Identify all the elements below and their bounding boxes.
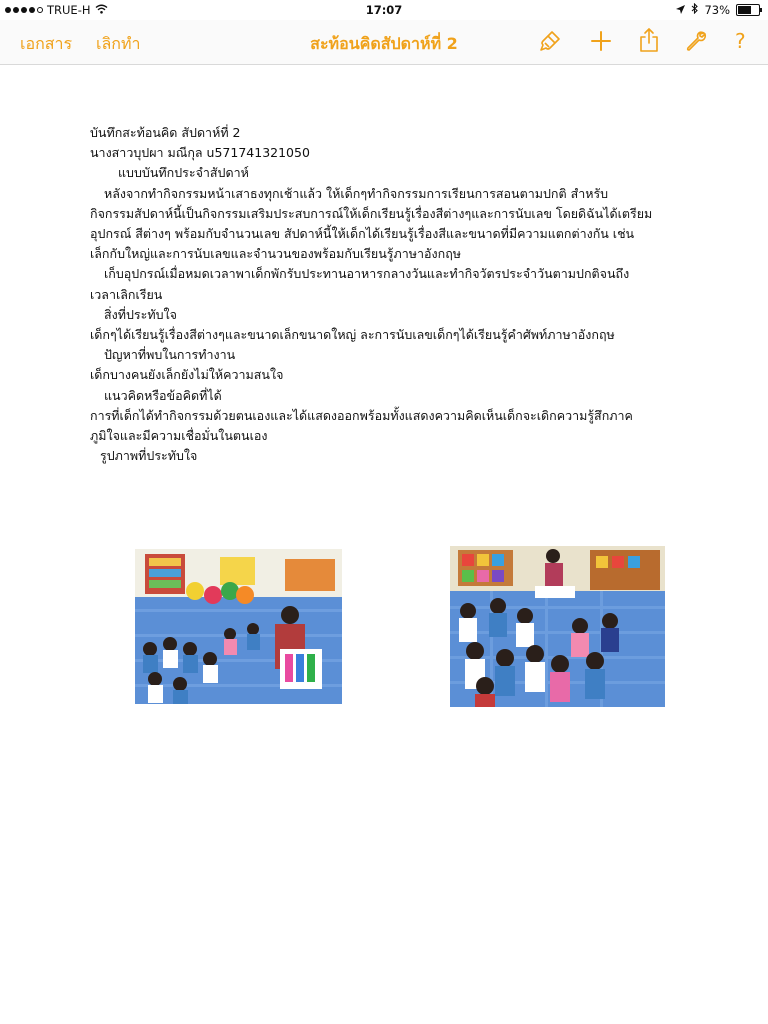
wrench-icon[interactable] bbox=[684, 29, 708, 53]
battery-percent: 73% bbox=[704, 3, 730, 17]
classroom-photo-2[interactable] bbox=[450, 546, 665, 707]
doc-section-title: แบบบันทึกประจำสัปดาห์ bbox=[118, 165, 249, 181]
status-bar bbox=[0, 0, 768, 20]
doc-paragraph-line: กิจกรรมสัปดาห์นี้เป็นกิจกรรมเสริมประสบการณ์ให้เด็กเรียนรู้เรื่องสีต่างๆและการนับเลข โดยดิฉันได้เตรียม bbox=[90, 205, 653, 221]
doc-heading: บันทึกสะท้อนคิด สัปดาห์ที่ 2 bbox=[90, 125, 241, 140]
document-body[interactable] bbox=[90, 123, 690, 466]
doc-paragraph-line: หลังจากทำกิจกรรมหน้าเสาธงทุกเช้าแล้ว ให้เด็กๆทำกิจกรรมการเรียนการสอนตามปกติ สำหรับ bbox=[104, 185, 609, 201]
doc-author: นางสาวบุปผา มณีกุล u571741321050 bbox=[90, 145, 310, 161]
status-time: 17:07 bbox=[365, 3, 403, 17]
doc-paragraph-line: เล็กกับใหญ่และการนับเลขและจำนวนของพร้อมกับเรียนรู้ภาษาอังกฤษ bbox=[90, 246, 462, 262]
brush-icon[interactable] bbox=[538, 29, 562, 53]
doc-paragraph-line: เก็บอุปกรณ์เมื่อหมดเวลาพาเด็กพักรับประทานอาหารกลางวันและทำกิจวัตรประจำวันตามปกติจนถึง bbox=[104, 266, 630, 282]
doc-paragraph-line: เด็กบางคนยังเล็กยังไม่ให้ความสนใจ bbox=[90, 367, 284, 383]
classroom-photo-1[interactable] bbox=[135, 549, 342, 704]
battery-icon bbox=[736, 4, 760, 16]
document-title: สะท้อนคิดสัปดาห์ที่ 2 bbox=[310, 34, 458, 53]
doc-paragraph-line: อุปกรณ์ สีต่างๆ พร้อมกับจำนวนเลข สัปดาห์นี้ให้เด็กได้เรียนรู้เรื่องสีและขนาดที่มีความแตกต่างกัน เช่น bbox=[90, 226, 635, 242]
documents-button[interactable]: เอกสาร bbox=[20, 34, 73, 53]
plus-icon[interactable] bbox=[589, 29, 613, 53]
doc-subheading: ปัญหาที่พบในการทำงาน bbox=[104, 347, 236, 363]
doc-paragraph-line: เด็กๆได้เรียนรู้เรื่องสีต่างๆและขนาดเล็กขนาดใหญ่ ละการนับเลขเด็กๆได้เรียนรู้คำศัพท์ภาษาอังกฤษ bbox=[90, 327, 615, 343]
doc-paragraph-line: เวลาเลิกเรียน bbox=[90, 286, 163, 302]
carrier-label: TRUE-H bbox=[47, 3, 91, 17]
doc-subheading: รูปภาพที่ประทับใจ bbox=[100, 448, 198, 464]
help-icon[interactable]: ? bbox=[735, 29, 746, 53]
doc-paragraph-line: การที่เด็กได้ทำกิจกรรมด้วยตนเองและได้แสดงออกพร้อมทั้งแสดงความคิดเห็นเด็กจะเดิกความรู้สึกภาค bbox=[90, 407, 633, 423]
bluetooth-icon bbox=[691, 3, 698, 17]
doc-subheading: แนวคิดหรือข้อคิดที่ได้ bbox=[104, 387, 222, 403]
status-right bbox=[676, 3, 760, 17]
undo-button[interactable]: เลิกทำ bbox=[96, 34, 141, 53]
location-icon bbox=[676, 3, 685, 17]
toolbar bbox=[0, 20, 768, 65]
share-icon[interactable] bbox=[638, 27, 660, 53]
doc-paragraph-line: ภูมิใจและมีความเชื่อมั่นในตนเอง bbox=[90, 428, 268, 444]
doc-subheading: สิ่งที่ประทับใจ bbox=[104, 306, 177, 322]
